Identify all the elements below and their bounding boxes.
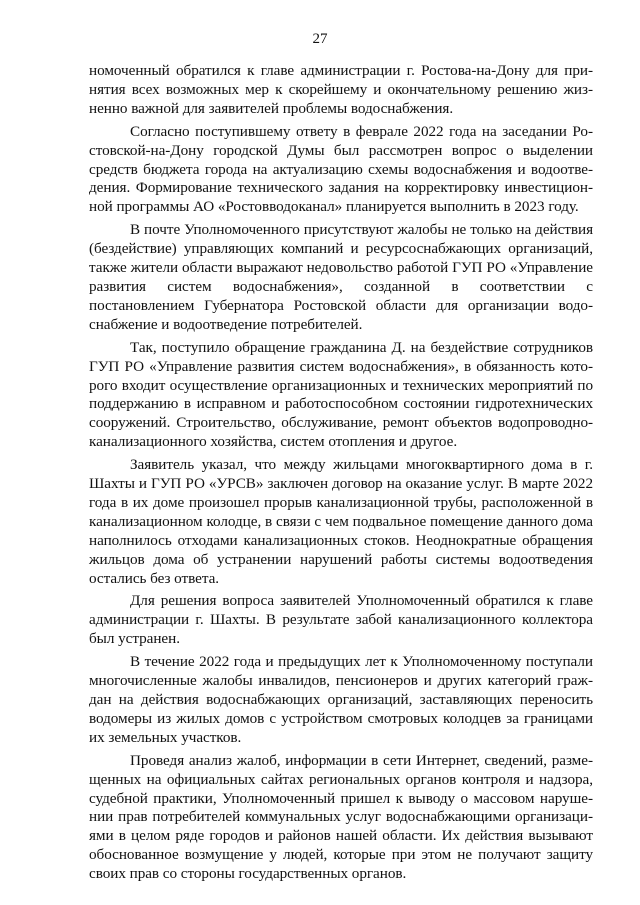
- paragraph: В течение 2022 года и предыдущих лет к Уполномоченному поступали многочисленные жалобы инвалидов, пенсионеров и других категорий граждан на действия водоснабжающих организаций, заставляющих переносить водомеры из жилых домов с устройством смотровых колодцев за границами их земельных участков.: [89, 653, 593, 746]
- paragraph: Заявитель указал, что между жильцами многоквартирного дома в г. Шахты и ГУП РО «УРСВ» заключен договор на оказание услуг. В марте 2022 года в их доме произошел прорыв канализационной трубы, расположенной в канализационном колодце, в связи с чем подвальное помещение данного дома наполнилось отходами канализационных стоков. Неоднократные обращения жильцов дома об устранении нарушений работы системы водоотведения остались без ответа.: [89, 456, 593, 587]
- paragraph: Согласно поступившему ответу в феврале 2022 года на заседании Ростовской-на-Дону городской Думы был рассмотрен вопрос о выделении средств бюджета города на актуализацию схемы водоснабжения и водоотведения. Формирование технического задания на корректировку инвестиционной программы АО «Ростовводоканал» планируется выполнить в 2023 году.: [89, 122, 593, 216]
- paragraph: номоченный обратился к главе администрации г. Ростова-на-Дону для принятия всех возможных мер к скорейшему и окончательному решению жизненно важной для заявителей проблемы водоснабжения.: [89, 62, 593, 117]
- document-body: [89, 62, 593, 884]
- page-number: 27: [312, 31, 328, 47]
- paragraph: Для решения вопроса заявителей Уполномоченный обратился к главе администрации г. Шахты. В результате забой канализационного коллектора был устранен.: [89, 592, 593, 648]
- paragraph: В почте Уполномоченного присутствуют жалобы не только на действия (бездействие) управляющих компаний и ресурсоснабжающих организаций, также жители области выражают недовольство работой ГУП РО «Управление развития систем водоснабжения», созданной в соответствии с постановлением Губернатора Ростовской области для организации водоснабжение и водоотведение потребителей.: [89, 221, 593, 333]
- paragraph: Проведя анализ жалоб, информации в сети Интернет, сведений, размещенных на официальных сайтах региональных органов контроля и надзора, судебной практики, Уполномоченный пришел к выводу о массовом нарушении прав потребителей коммунальных услуг водоснабжающими организациями в целом ряде городов и районов нашей области. Их действия вызывают обоснованное возмущение у людей, которые при этом не получают защиту своих прав со стороны государственных органов.: [89, 751, 593, 883]
- paragraph: Так, поступило обращение гражданина Д. на бездействие сотрудников ГУП РО «Управление развития систем водоснабжения», в обязанность которого входит осуществление организационных и технических мероприятий по поддержанию в исправном и работоспособном состоянии гидротехнических сооружений. Строительство, обслуживание, ремонт объектов водопроводно-канализационного хозяйства, систем отопления и другое.: [89, 338, 593, 451]
